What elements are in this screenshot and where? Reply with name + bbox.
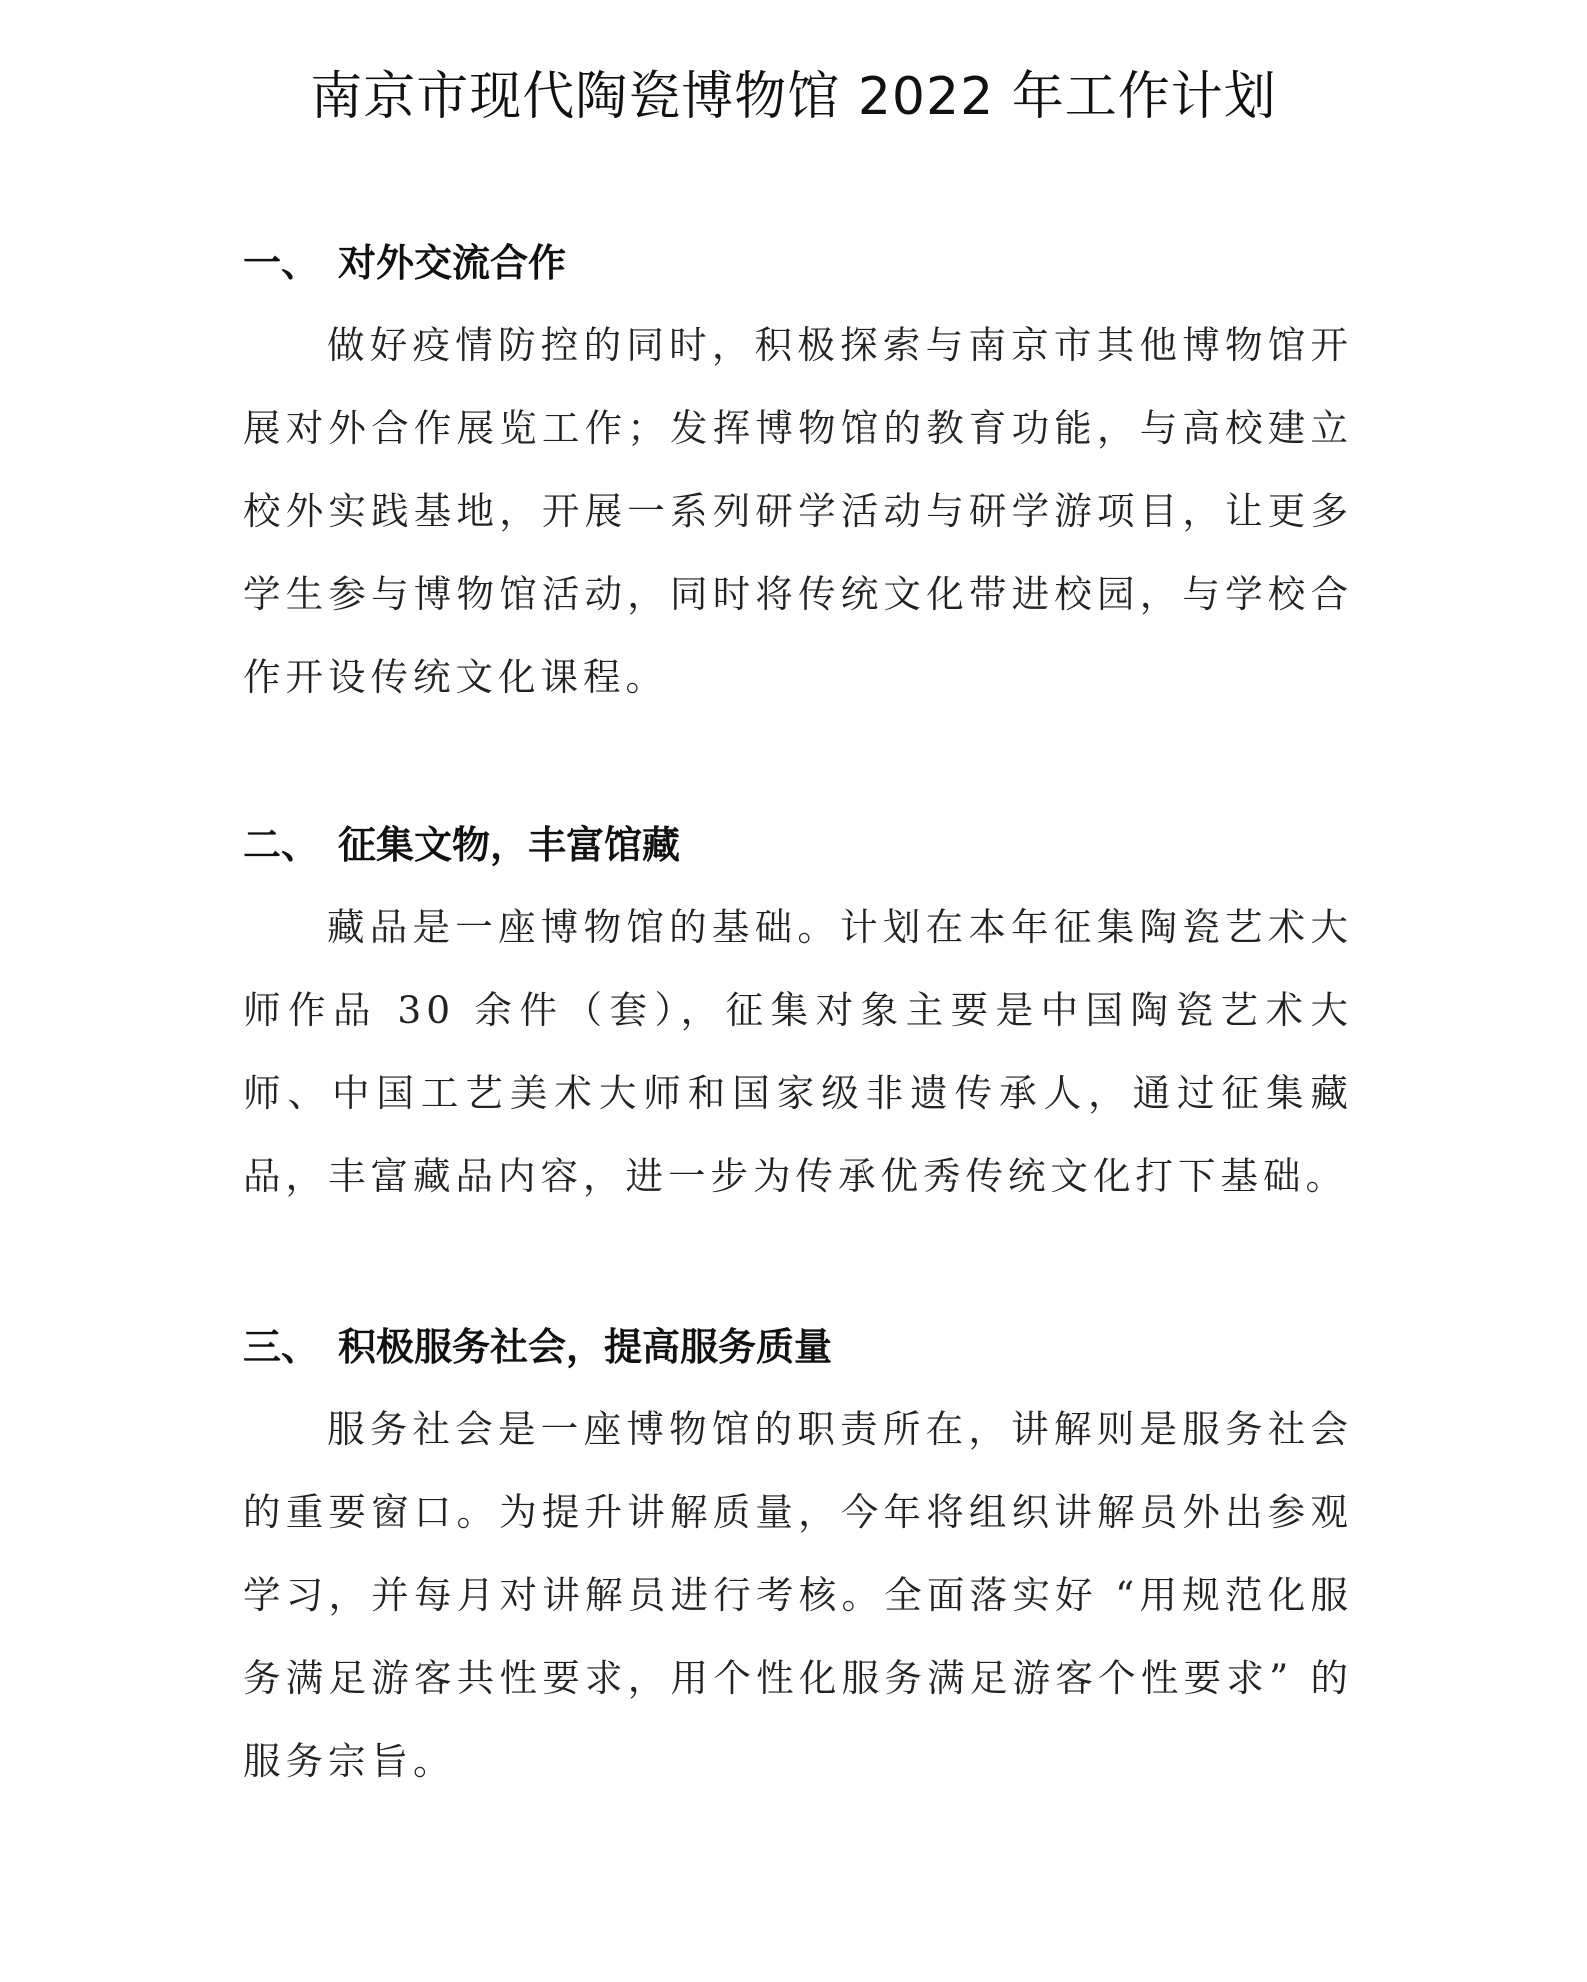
section-title: 积极服务社会，提高服务质量 xyxy=(338,1325,833,1369)
section-title: 征集文物，丰富馆藏 xyxy=(338,823,681,867)
section-heading xyxy=(243,1316,1353,1378)
document-title: 南京市现代陶瓷博物馆 2022 年工作计划 xyxy=(310,67,1277,127)
section-number: 三、 xyxy=(243,1325,320,1369)
section-title: 对外交流合作 xyxy=(338,241,567,285)
section-external-cooperation xyxy=(243,232,1353,719)
section-heading xyxy=(243,232,1353,294)
section-collection xyxy=(243,814,1353,1218)
section-paragraph: 藏品是一座博物馆的基础。计划在本年征集陶瓷艺术大师作品 30 余件（套），征集对象主要是中国陶瓷艺术大师、中国工艺美术大师和国家级非遗传承人，通过征集藏品，丰富藏品内容，进一步为传承优秀传统文化打下基础。 xyxy=(243,905,1353,1198)
section-heading xyxy=(243,814,1353,876)
section-number: 二、 xyxy=(243,823,320,867)
section-paragraph: 做好疫情防控的同时，积极探索与南京市其他博物馆开展对外合作展览工作；发挥博物馆的教育功能，与高校建立校外实践基地，开展一系列研学活动与研学游项目，让更多学生参与博物馆活动，同时将传统文化带进校园，与学校合作开设传统文化课程。 xyxy=(243,323,1353,699)
section-number: 一、 xyxy=(243,241,320,285)
section-paragraph: 服务社会是一座博物馆的职责所在，讲解则是服务社会的重要窗口。为提升讲解质量，今年将组织讲解员外出参观学习，并每月对讲解员进行考核。全面落实好 “用规范化服务满足游客共性要求，用个性化服务满足游客个性要求” 的服务宗旨。 xyxy=(243,1407,1353,1783)
section-public-service xyxy=(243,1316,1353,1803)
